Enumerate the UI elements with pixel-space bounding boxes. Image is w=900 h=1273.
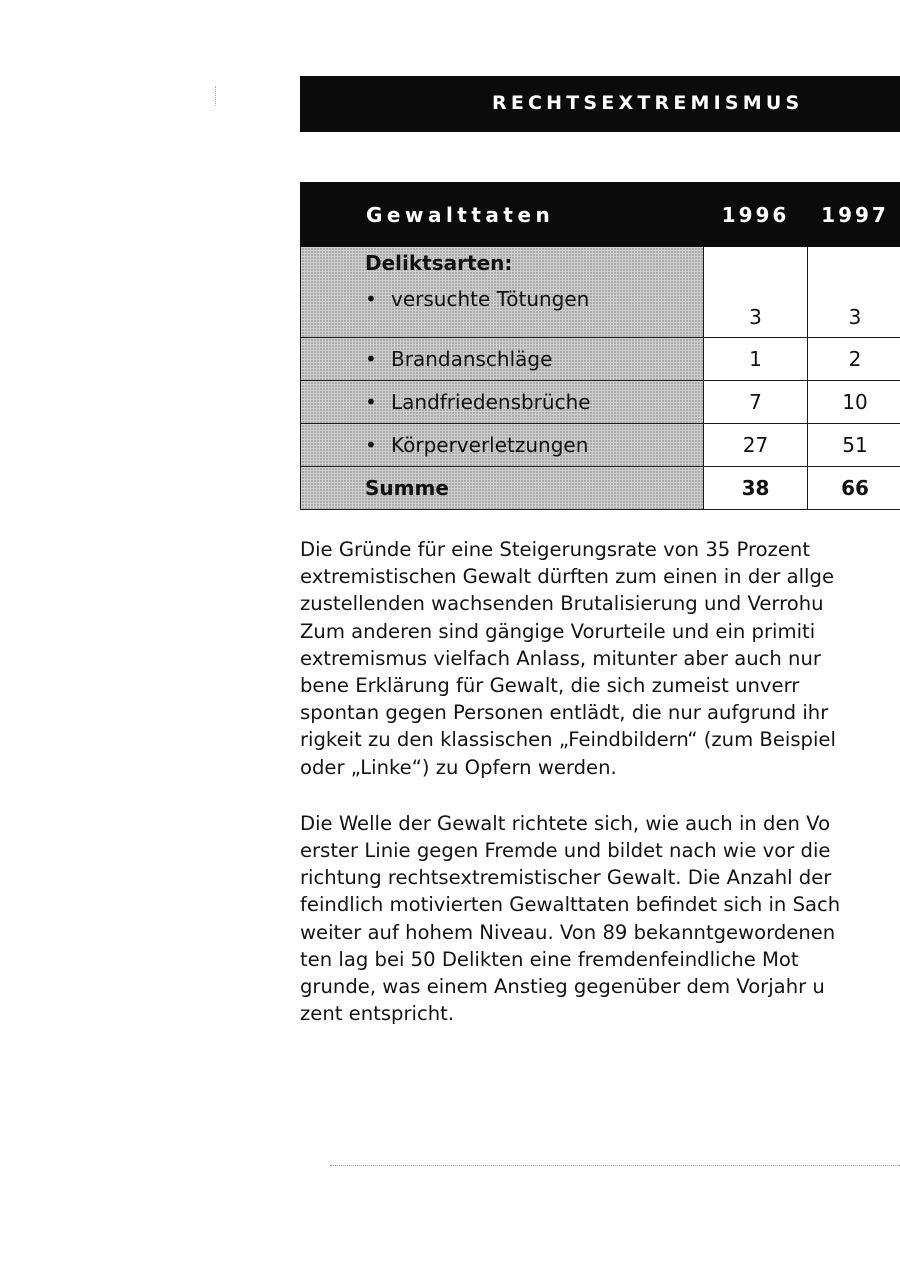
violence-statistics-table	[300, 182, 900, 510]
sum-1996: 38	[704, 467, 808, 510]
row-label-cell	[301, 381, 704, 424]
column-header-1996: 1996	[704, 183, 808, 247]
text-line: zustellenden wachsenden Brutalisierung und Verrohu	[300, 592, 824, 616]
value-1997: 2	[808, 338, 900, 381]
section-title: RECHTSEXTREMISMUS	[492, 92, 804, 114]
footer-divider	[330, 1165, 900, 1166]
sum-label: Summe	[301, 467, 704, 510]
text-line: bene Erklärung für Gewalt, die sich zumeist unverr	[300, 674, 800, 698]
text-line: richtung rechtsextremistischer Gewalt. Die Anzahl der	[300, 866, 832, 890]
body-text	[300, 536, 900, 1027]
table-row	[301, 338, 900, 381]
value-1996: 1	[704, 338, 808, 381]
value-1997: 10	[808, 381, 900, 424]
text-line: ten lag bei 50 Delikten eine fremdenfeindliche Mot	[300, 947, 799, 971]
table-header-row	[301, 183, 900, 247]
section-header-bar	[300, 76, 900, 132]
value-1997: 3	[808, 247, 900, 338]
text-line: Die Welle der Gewalt richtete sich, wie auch in den Vo	[300, 811, 831, 835]
value-1996: 7	[704, 381, 808, 424]
table-row	[301, 381, 900, 424]
text-line: grunde, was einem Anstieg gegenüber dem Vorjahr u	[300, 975, 825, 999]
value-1996: 3	[704, 247, 808, 338]
margin-mark	[215, 86, 216, 106]
sum-1997: 66	[808, 467, 900, 510]
text-line: rigkeit zu den klassischen „Feindbildern“ (zum Beispiel	[300, 728, 836, 752]
text-line: oder „Linke“) zu Opfern werden.	[300, 755, 617, 779]
text-line: extremistischen Gewalt dürften zum einen in der allge	[300, 565, 834, 589]
paragraph-2	[300, 810, 900, 1028]
paragraph-1	[300, 536, 900, 781]
text-line: erster Linie gegen Fremde und bildet nach wie vor die	[300, 839, 831, 863]
row-label-cell	[301, 338, 704, 381]
column-header-category: Gewalttaten	[301, 183, 704, 247]
row-label: Körperverletzungen	[391, 433, 589, 457]
text-line: Die Gründe für eine Steigerungsrate von 35 Prozent	[300, 538, 811, 561]
table-row	[301, 247, 900, 338]
sum-row	[301, 467, 900, 510]
bullet-icon: •	[365, 347, 377, 371]
value-1996: 27	[704, 424, 808, 467]
text-line: Zum anderen sind gängige Vorurteile und ein primiti	[300, 619, 816, 643]
text-line: spontan gegen Personen entlädt, die nur aufgrund ihr	[300, 701, 829, 725]
row-label: Brandanschläge	[391, 347, 553, 371]
value-1997: 51	[808, 424, 900, 467]
bullet-icon: •	[365, 390, 377, 414]
text-line: extremismus vielfach Anlass, mitunter aber auch nur	[300, 646, 821, 670]
text-line: weiter auf hohem Niveau. Von 89 bekanntgewordenen	[300, 920, 836, 944]
row-label-cell	[301, 247, 704, 338]
text-line: zent entspricht.	[300, 1002, 455, 1026]
bullet-icon: •	[365, 433, 377, 457]
row-label: Landfriedensbrüche	[391, 390, 591, 414]
row-label: versuchte Tötungen	[391, 287, 590, 311]
bullet-icon: •	[365, 287, 377, 311]
text-line: feindlich motivierten Gewalttaten befindet sich in Sach	[300, 893, 841, 917]
column-header-1997: 1997	[808, 183, 900, 247]
table-row	[301, 424, 900, 467]
row-label-cell	[301, 424, 704, 467]
category-heading: Deliktsarten:	[365, 251, 513, 275]
